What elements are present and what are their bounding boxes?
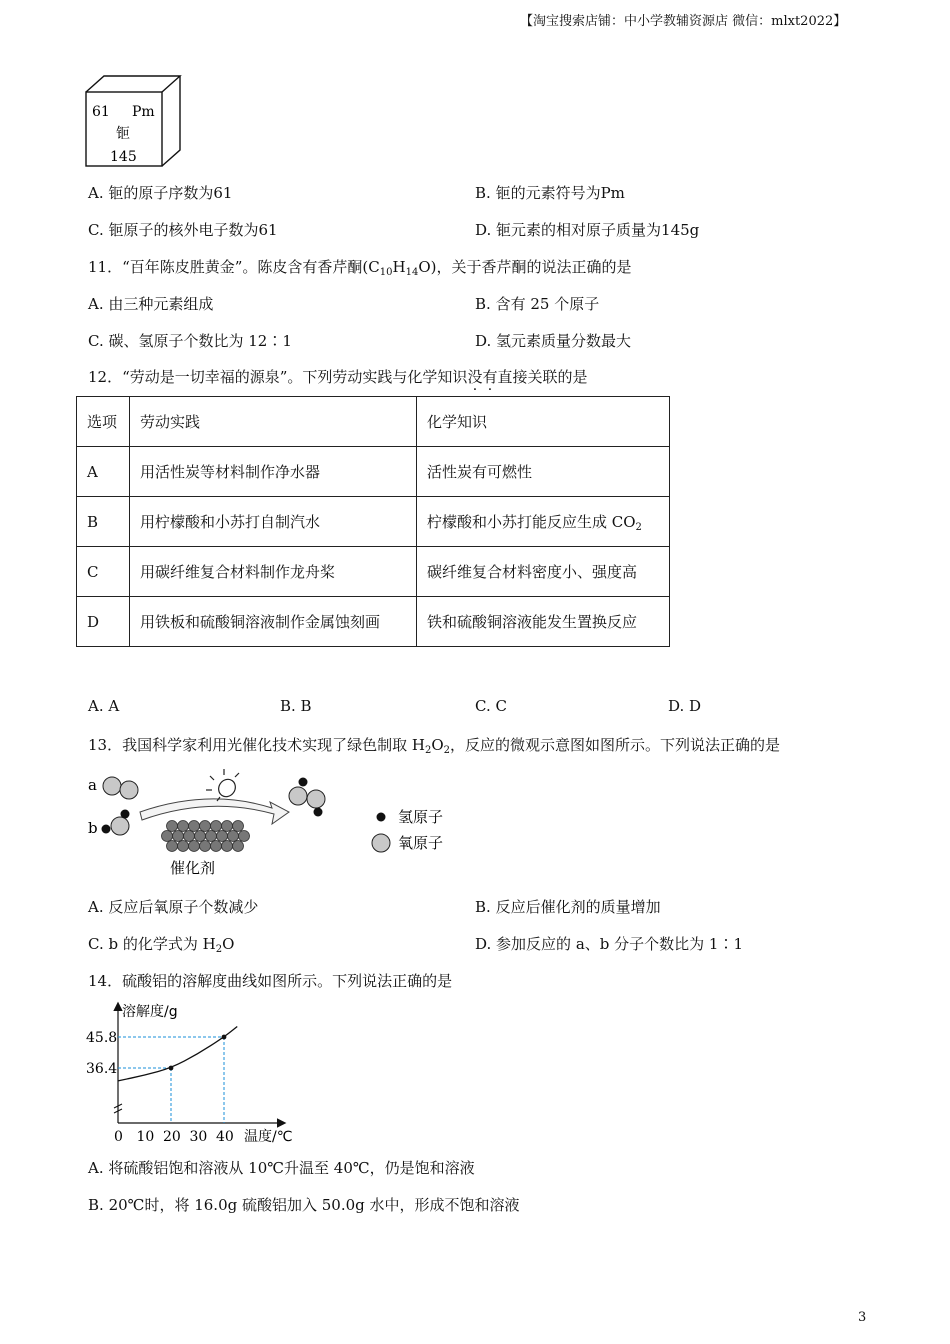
label-a: a bbox=[88, 776, 97, 794]
table-row bbox=[77, 447, 670, 497]
q10-option-a: A. 钷的原子序数为61 bbox=[88, 184, 233, 202]
q10-option-d: D. 钷元素的相对原子质量为145g bbox=[475, 221, 700, 239]
q12-stem: 12．“劳动是一切幸福的源泉”。下列劳动实践与化学知识没有直接关联的是 bbox=[88, 368, 588, 386]
table-row bbox=[77, 547, 670, 597]
q12-table bbox=[76, 396, 670, 647]
table-row bbox=[77, 497, 670, 547]
element-mass: 145 bbox=[110, 149, 137, 165]
table-cell: 碳纤维复合材料密度小、强度高 bbox=[417, 547, 670, 597]
table-cell: D bbox=[77, 597, 130, 647]
element-name: 钷 bbox=[116, 126, 130, 142]
data-point bbox=[222, 1035, 227, 1040]
light-bulb-icon bbox=[206, 769, 239, 801]
label-b: b bbox=[88, 819, 98, 837]
table-cell: C bbox=[77, 547, 130, 597]
table-header-cell: 劳动实践 bbox=[130, 397, 417, 447]
oxygen-atom bbox=[120, 781, 138, 799]
x-tick-label: 30 bbox=[189, 1129, 208, 1145]
q11-stem: 11．“百年陈皮胜黄金”。陈皮含有香芹酮$(C_{10}H_{14}O)$，关于香芹酮的说法正确的是 bbox=[88, 258, 632, 278]
q12-option-d: D. D bbox=[668, 697, 702, 715]
table-cell: A bbox=[77, 447, 130, 497]
q11-option-b: B. 含有 25 个原子 bbox=[475, 295, 600, 313]
y-tick-label: 36.4 bbox=[86, 1061, 118, 1077]
hydrogen-atom bbox=[121, 810, 130, 819]
table-cell: 用活性炭等材料制作净水器 bbox=[130, 447, 417, 497]
table-header-cell: 化学知识 bbox=[417, 397, 670, 447]
element-symbol: Pm bbox=[132, 104, 155, 120]
table-header-cell: 选项 bbox=[77, 397, 130, 447]
q12-option-b: B. B bbox=[280, 697, 312, 715]
q14-option-a: A. 将硫酸铝饱和溶液从 10℃升温至 40℃，仍是饱和溶液 bbox=[88, 1159, 475, 1177]
solubility-curve bbox=[118, 1026, 237, 1080]
table-cell: 活性炭有可燃性 bbox=[417, 447, 670, 497]
hydrogen-atom bbox=[299, 778, 308, 787]
catalyst-label: 催化剂 bbox=[170, 859, 216, 877]
q13-option-d: D. 参加反应的 a、b 分子个数比为 1∶1 bbox=[475, 935, 743, 953]
q10-option-c: C. 钷原子的核外电子数为61 bbox=[88, 221, 278, 239]
y-axis-label: 溶解度/g bbox=[122, 1004, 178, 1020]
element-card bbox=[84, 74, 184, 170]
table-row bbox=[77, 597, 670, 647]
hydrogen-atom bbox=[314, 808, 323, 817]
oxygen-atom bbox=[103, 777, 121, 795]
table-cell: B bbox=[77, 497, 130, 547]
q11-option-c: C. 碳、氢原子个数比为 12∶1 bbox=[88, 332, 292, 350]
q11-option-d: D. 氢元素质量分数最大 bbox=[475, 332, 632, 350]
x-tick-label: 20 bbox=[163, 1129, 181, 1145]
x-tick-label: 40 bbox=[216, 1129, 234, 1145]
q12-option-a: A. A bbox=[88, 697, 120, 715]
hydrogen-legend-icon bbox=[377, 813, 386, 822]
legend-oxygen: 氧原子 bbox=[398, 834, 444, 852]
q13-option-b: B. 反应后催化剂的质量增加 bbox=[475, 898, 661, 916]
x-tick-label: 0 bbox=[114, 1129, 123, 1145]
reaction-diagram bbox=[84, 766, 464, 884]
x-tick-label: 10 bbox=[136, 1129, 155, 1145]
oxygen-atom bbox=[111, 817, 129, 835]
hydrogen-atom bbox=[102, 825, 111, 834]
q13-stem: 13．我国科学家利用光催化技术实现了绿色制取 $H_2O_2$，反应的微观示意图如图所示。下列说法正确的是 bbox=[88, 736, 781, 756]
table-cell: 铁和硫酸铜溶液能发生置换反应 bbox=[417, 597, 670, 647]
legend-hydrogen: 氢原子 bbox=[398, 808, 444, 826]
catalyst-particles bbox=[162, 821, 250, 852]
q11-option-a: A. 由三种元素组成 bbox=[88, 295, 214, 313]
q14-stem: 14．硫酸铝的溶解度曲线如图所示。下列说法正确的是 bbox=[88, 972, 453, 990]
q12-option-c: C. C bbox=[475, 697, 507, 715]
data-point bbox=[169, 1066, 174, 1071]
element-number: 61 bbox=[92, 104, 110, 120]
table-cell: 用柠檬酸和小苏打自制汽水 bbox=[130, 497, 417, 547]
page-number: 3 bbox=[858, 1310, 867, 1325]
x-axis-label: 温度/℃ bbox=[244, 1129, 293, 1145]
q13-option-c: C. b 的化学式为 $H_2O$ bbox=[88, 935, 235, 955]
reaction-arrow bbox=[140, 799, 289, 824]
table-cell: 用铁板和硫酸铜溶液制作金属蚀刻画 bbox=[130, 597, 417, 647]
header-text: 【淘宝搜索店铺：中小学教辅资源店 微信：mlxt2022】 bbox=[520, 14, 847, 29]
table-cell: 柠檬酸和小苏打能反应生成 $CO_2$ bbox=[417, 497, 670, 547]
q13-option-a: A. 反应后氧原子个数减少 bbox=[88, 898, 259, 916]
oxygen-legend-icon bbox=[372, 834, 390, 852]
oxygen-atom bbox=[307, 790, 325, 808]
solubility-chart bbox=[84, 996, 314, 1148]
q14-option-b: B. 20℃时，将 16.0g 硫酸铝加入 50.0g 水中，形成不饱和溶液 bbox=[88, 1196, 520, 1214]
table-cell: 用碳纤维复合材料制作龙舟桨 bbox=[130, 547, 417, 597]
q10-option-b: B. 钷的元素符号为Pm bbox=[475, 184, 625, 202]
table-header-row bbox=[77, 397, 670, 447]
oxygen-atom bbox=[289, 787, 307, 805]
y-tick-label: 45.8 bbox=[86, 1030, 118, 1046]
